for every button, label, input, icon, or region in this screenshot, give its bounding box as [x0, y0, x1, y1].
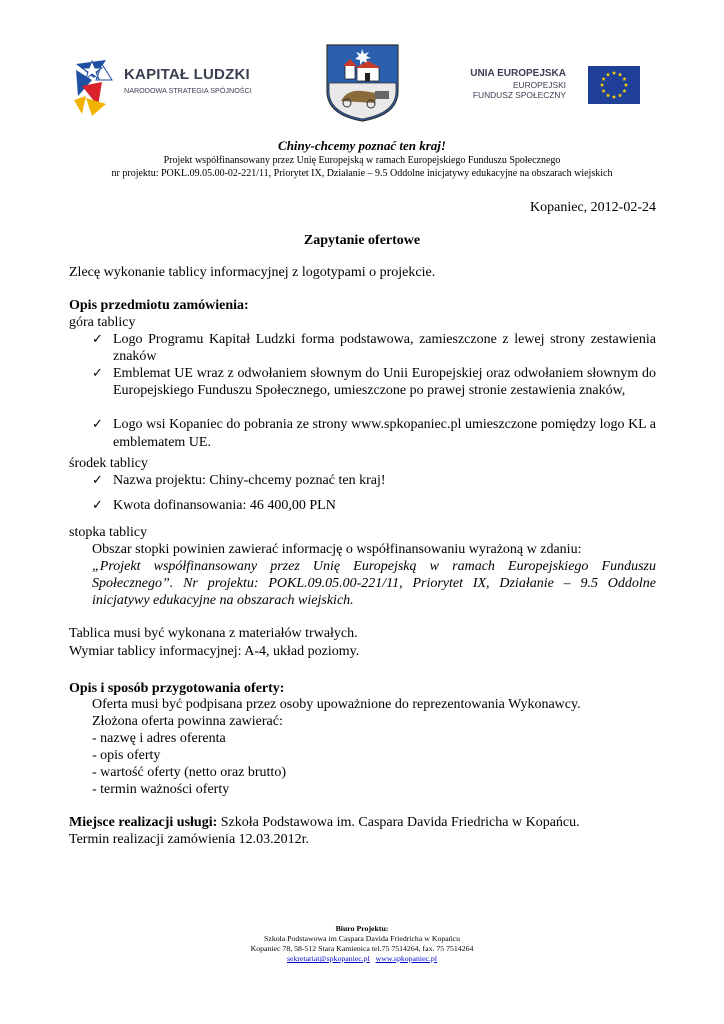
list-item [92, 365, 656, 399]
list-item-text: Kwota dofinansowania: 46 400,00 PLN [113, 498, 336, 513]
checkmark-icon: ✓ [92, 366, 103, 381]
list-item-text: Emblemat UE wraz z odwołaniem słownym do Unii Europejskiej oraz odwołaniem słownym do Europejskiego Funduszu Społecznego, umieszczone po prawej stronie zestawienia znaków, [113, 366, 656, 398]
offer-item: - nazwę i adres oferenta [92, 731, 226, 746]
deadline-line: Termin realizacji zamówienia 12.03.2012r. [69, 832, 310, 847]
eu-flag-icon [588, 66, 640, 104]
kapital-ludzki-emblem-icon [72, 56, 120, 118]
checkmark-icon: ✓ [92, 332, 103, 347]
list-item-text: Logo Programu Kapitał Ludzki forma podstawowa, zamieszczone z lewej strony zestawienia znaków [113, 332, 656, 364]
email-link[interactable]: sekretariat@spkopaniec.pl [286, 954, 370, 963]
subject-title: Opis przedmiotu zamówienia: [69, 298, 249, 313]
footer-line2: Kopaniec 78, 58-512 Stara Kamienica tel.75 7514264, fax. 75 7514264 [250, 944, 474, 953]
project-title: Chiny-chcemy poznać ten kraj! [278, 138, 446, 153]
list-item [92, 416, 656, 452]
offer-line1: Oferta musi być podpisana przez osoby upoważnione do reprezentowania Wykonawcy. [92, 697, 581, 712]
document-date: Kopaniec, 2012-02-24 [530, 200, 656, 215]
footer-title: Biuro Projektu: [335, 924, 389, 933]
footer-contacts [0, 954, 724, 964]
list-item [92, 497, 656, 514]
kl-subtitle: NARODOWA STRATEGIA SPÓJNOŚCI [124, 86, 252, 95]
kl-title: KAPITAŁ LUDZKI [124, 66, 250, 83]
place-line [69, 814, 580, 831]
footer-quote: „Projekt współfinansowany przez Unię Europejską w ramach Europejskiego Funduszu Społecznego”. Nr projektu: POKL.09.05.00-221/11, Priorytet IX, Działanie – 9.5 Oddolne inicjatywy edukacyjne na obszarach wiejskich. [92, 559, 656, 608]
place-value: Szkoła Podstawowa im. Caspara Davida Friedricha w Kopańcu. [217, 815, 580, 830]
list-item [92, 331, 656, 365]
kapital-ludzki-logo [72, 56, 262, 118]
footer-line1: Szkoła Podstawowa im Caspara Davida Friedricha w Kopańcu [264, 934, 460, 943]
material-line: Tablica musi być wykonana z materiałów trwałych. [69, 626, 358, 641]
footer-intro: Obszar stopki powinien zawierać informację o współfinansowaniu wyrażoną w zdaniu: [92, 542, 582, 557]
checkmark-icon: ✓ [92, 473, 103, 488]
eu-logo-line3: FUNDUSZ SPOŁECZNY [472, 90, 566, 100]
offer-item: - wartość oferty (netto oraz brutto) [92, 765, 286, 780]
website-link[interactable]: www.spkopaniec.pl [375, 954, 438, 963]
list-item-text: Nazwa projektu: Chiny-chcemy poznać ten kraj! [113, 473, 386, 488]
offer-title: Opis i sposób przygotowania oferty: [69, 681, 285, 696]
document-heading: Zapytanie ofertowe [303, 233, 421, 248]
list-item [92, 472, 656, 489]
offer-line2: Złożona oferta powinna zawierać: [92, 714, 283, 729]
middle-label: środek tablicy [69, 456, 148, 471]
footer-label: stopka tablicy [69, 525, 148, 540]
cofinanced-line: Projekt współfinansowany przez Unię Europejską w ramach Europejskiego Funduszu Społecznego [163, 155, 561, 166]
place-label: Miejsce realizacji usługi: [69, 815, 218, 830]
intro-paragraph: Zlecę wykonanie tablicy informacyjnej z logotypami o projekcie. [69, 265, 436, 280]
eu-efs-logo [472, 60, 642, 112]
top-label: góra tablicy [69, 315, 136, 330]
list-item-text: Logo wsi Kopaniec do pobrania ze strony www.spkopaniec.pl umieszczone pomiędzy logo KL a emblematem UE. [113, 417, 656, 450]
checkmark-icon: ✓ [92, 498, 103, 513]
eu-logo-line2: EUROPEJSKI [512, 80, 566, 90]
checkmark-icon: ✓ [92, 417, 103, 432]
eu-logo-line1: UNIA EUROPEJSKA [470, 68, 566, 79]
offer-item: - termin ważności oferty [92, 782, 230, 797]
offer-item: - opis oferty [92, 748, 161, 763]
dimensions-line: Wymiar tablicy informacyjnej: A-4, układ poziomy. [69, 644, 360, 659]
kopaniec-coat-of-arms-icon [325, 43, 400, 123]
project-number-line: nr projektu: POKL.09.05.00-02-221/11, Priorytet IX, Działanie – 9.5 Oddolne inicjatywy edukacyjne na obszarach wiejskich [111, 168, 613, 179]
